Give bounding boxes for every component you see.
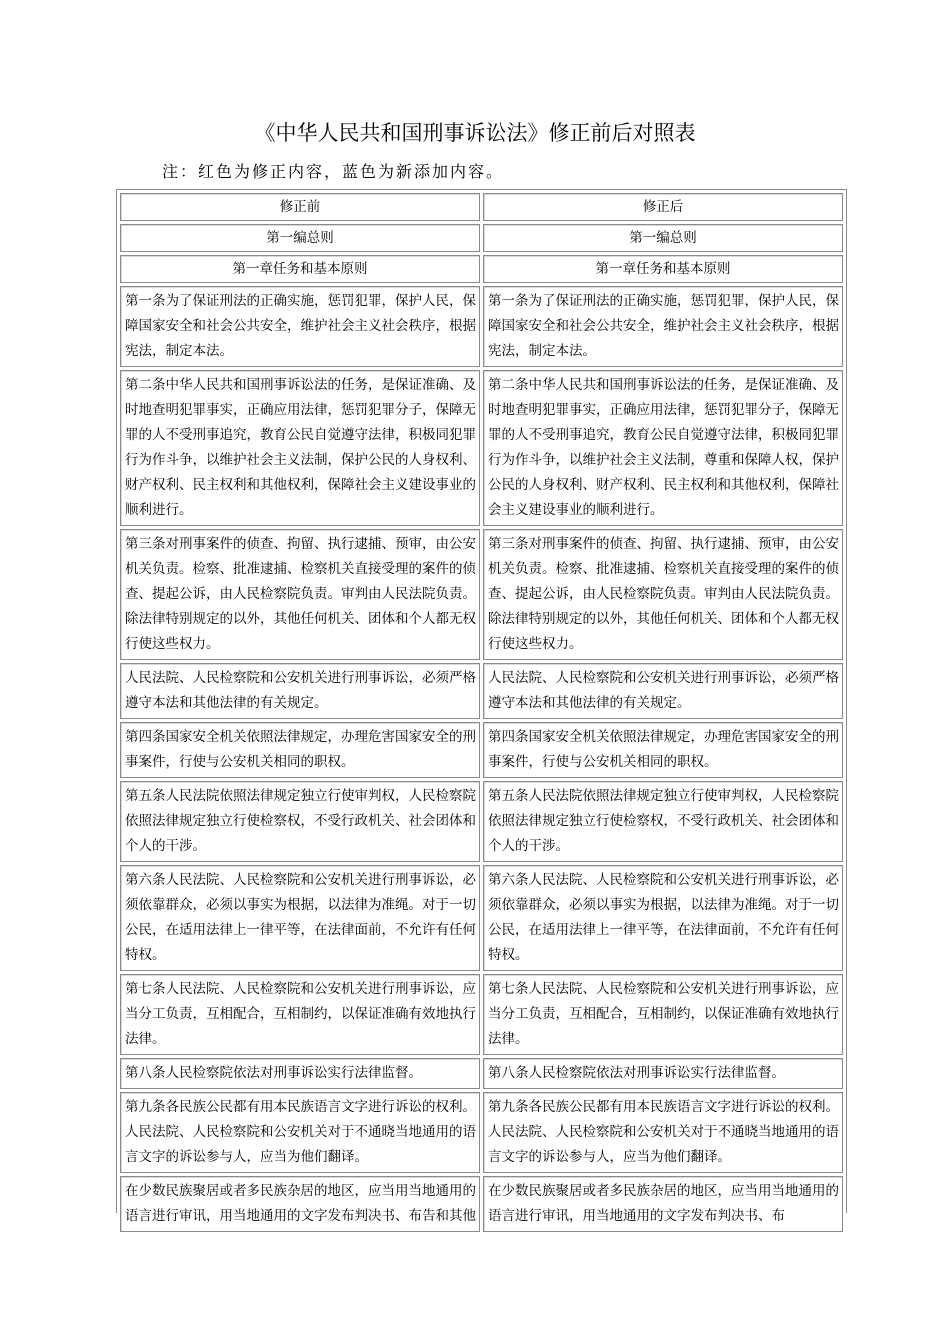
chapter-heading-row [120,255,843,283]
article-row [120,663,843,719]
before-column-header-cell: 修正前 [120,193,480,221]
after-part-heading-cell: 第一编总则 [483,224,843,252]
article-row [120,974,843,1055]
after-revision-cell: 第九条各民族公民都有用本民族语言文字进行诉讼的权利。人民法院、人民检察院和公安机关对于不通晓当地通用的语言文字的诉讼参与人，应当为他们翻译。 [483,1092,843,1173]
article-row [120,722,843,778]
article-row [120,1092,843,1173]
after-revision-cell: 人民法院、人民检察院和公安机关进行刑事诉讼，必须严格遵守本法和其他法律的有关规定。 [483,663,843,719]
article-row [120,781,843,862]
before-revision-cell: 第八条人民检察院依法对刑事诉讼实行法律监督。 [120,1058,480,1089]
after-revision-cell: 第三条对刑事案件的侦查、拘留、执行逮捕、预审，由公安机关负责。检察、批准逮捕、检察机关直接受理的案件的侦查、提起公诉，由人民检察院负责。审判由人民法院负责。除法律特别规定的以外，其他任何机关、团体和个人都无权行使这些权力。 [483,529,843,660]
after-revision-cell: 第五条人民法院依照法律规定独立行使审判权，人民检察院依照法律规定独立行使检察权，不受行政机关、社会团体和个人的干涉。 [483,781,843,862]
after-column-header-cell: 修正后 [483,193,843,221]
after-revision-cell: 第六条人民法院、人民检察院和公安机关进行刑事诉讼，必须依靠群众，必须以事实为根据，以法律为准绳。对于一切公民，在适用法律上一律平等，在法律面前，不允许有任何特权。 [483,865,843,971]
article-row [120,865,843,971]
comparison-table [117,190,846,1235]
after-revision-cell: 第七条人民法院、人民检察院和公安机关进行刑事诉讼，应当分工负责，互相配合，互相制约，以保证准确有效地执行法律。 [483,974,843,1055]
before-part-heading-cell: 第一编总则 [120,224,480,252]
column-header-row [120,193,843,221]
comparison-table-frame [116,189,847,1224]
color-legend-note: 注：红色为修正内容，蓝色为新添加内容。 [162,162,505,181]
article-row [120,286,843,367]
after-revision-cell: 第四条国家安全机关依照法律规定，办理危害国家安全的刑事案件，行使与公安机关相同的职权。 [483,722,843,778]
before-revision-cell: 第五条人民法院依照法律规定独立行使审判权，人民检察院依照法律规定独立行使检察权，不受行政机关、社会团体和个人的干涉。 [120,781,480,862]
before-revision-cell: 第六条人民法院、人民检察院和公安机关进行刑事诉讼，必须依靠群众，必须以事实为根据，以法律为准绳。对于一切公民，在适用法律上一律平等，在法律面前，不允许有任何特权。 [120,865,480,971]
before-revision-cell: 第一条为了保证刑法的正确实施，惩罚犯罪，保护人民，保障国家安全和社会公共安全，维护社会主义社会秩序，根据宪法，制定本法。 [120,286,480,367]
before-revision-cell: 第九条各民族公民都有用本民族语言文字进行诉讼的权利。人民法院、人民检察院和公安机关对于不通晓当地通用的语言文字的诉讼参与人，应当为他们翻译。 [120,1092,480,1173]
after-revision-cell: 在少数民族聚居或者多民族杂居的地区，应当用当地通用的语言进行审讯，用当地通用的文字发布判决书、布 [483,1176,843,1232]
part-heading-row [120,224,843,252]
after-revision-cell: 第二条中华人民共和国刑事诉讼法的任务，是保证准确、及时地查明犯罪事实，正确应用法律，惩罚犯罪分子，保障无罪的人不受刑事追究，教育公民自觉遵守法律，积极同犯罪行为作斗争，以维护社会主义法制，尊重和保障人权，保护公民的人身权利、财产权利、民主权利和其他权利，保障社会主义建设事业的顺利进行。 [483,370,843,526]
after-revision-cell: 第八条人民检察院依法对刑事诉讼实行法律监督。 [483,1058,843,1089]
article-row [120,1176,843,1232]
document-title: 《中华人民共和国刑事诉讼法》修正前后对照表 [254,121,696,145]
after-revision-cell: 第一条为了保证刑法的正确实施，惩罚犯罪，保护人民，保障国家安全和社会公共安全，维护社会主义社会秩序，根据宪法，制定本法。 [483,286,843,367]
after-chapter-heading-cell: 第一章任务和基本原则 [483,255,843,283]
before-revision-cell: 第七条人民法院、人民检察院和公安机关进行刑事诉讼，应当分工负责，互相配合，互相制约，以保证准确有效地执行法律。 [120,974,480,1055]
before-revision-cell: 在少数民族聚居或者多民族杂居的地区，应当用当地通用的语言进行审讯，用当地通用的文字发布判决书、布告和其他 [120,1176,480,1232]
article-row [120,1058,843,1089]
before-revision-cell: 第三条对刑事案件的侦查、拘留、执行逮捕、预审，由公安机关负责。检察、批准逮捕、检察机关直接受理的案件的侦查、提起公诉，由人民检察院负责。审判由人民法院负责。除法律特别规定的以外，其他任何机关、团体和个人都无权行使这些权力。 [120,529,480,660]
before-revision-cell: 第四条国家安全机关依照法律规定，办理危害国家安全的刑事案件，行使与公安机关相同的职权。 [120,722,480,778]
article-row [120,529,843,660]
article-row [120,370,843,526]
before-revision-cell: 第二条中华人民共和国刑事诉讼法的任务，是保证准确、及时地查明犯罪事实，正确应用法律，惩罚犯罪分子，保障无罪的人不受刑事追究，教育公民自觉遵守法律，积极同犯罪行为作斗争，以维护社会主义法制，保护公民的人身权利、财产权利、民主权利和其他权利，保障社会主义建设事业的顺利进行。 [120,370,480,526]
before-revision-cell: 人民法院、人民检察院和公安机关进行刑事诉讼，必须严格遵守本法和其他法律的有关规定。 [120,663,480,719]
before-chapter-heading-cell: 第一章任务和基本原则 [120,255,480,283]
